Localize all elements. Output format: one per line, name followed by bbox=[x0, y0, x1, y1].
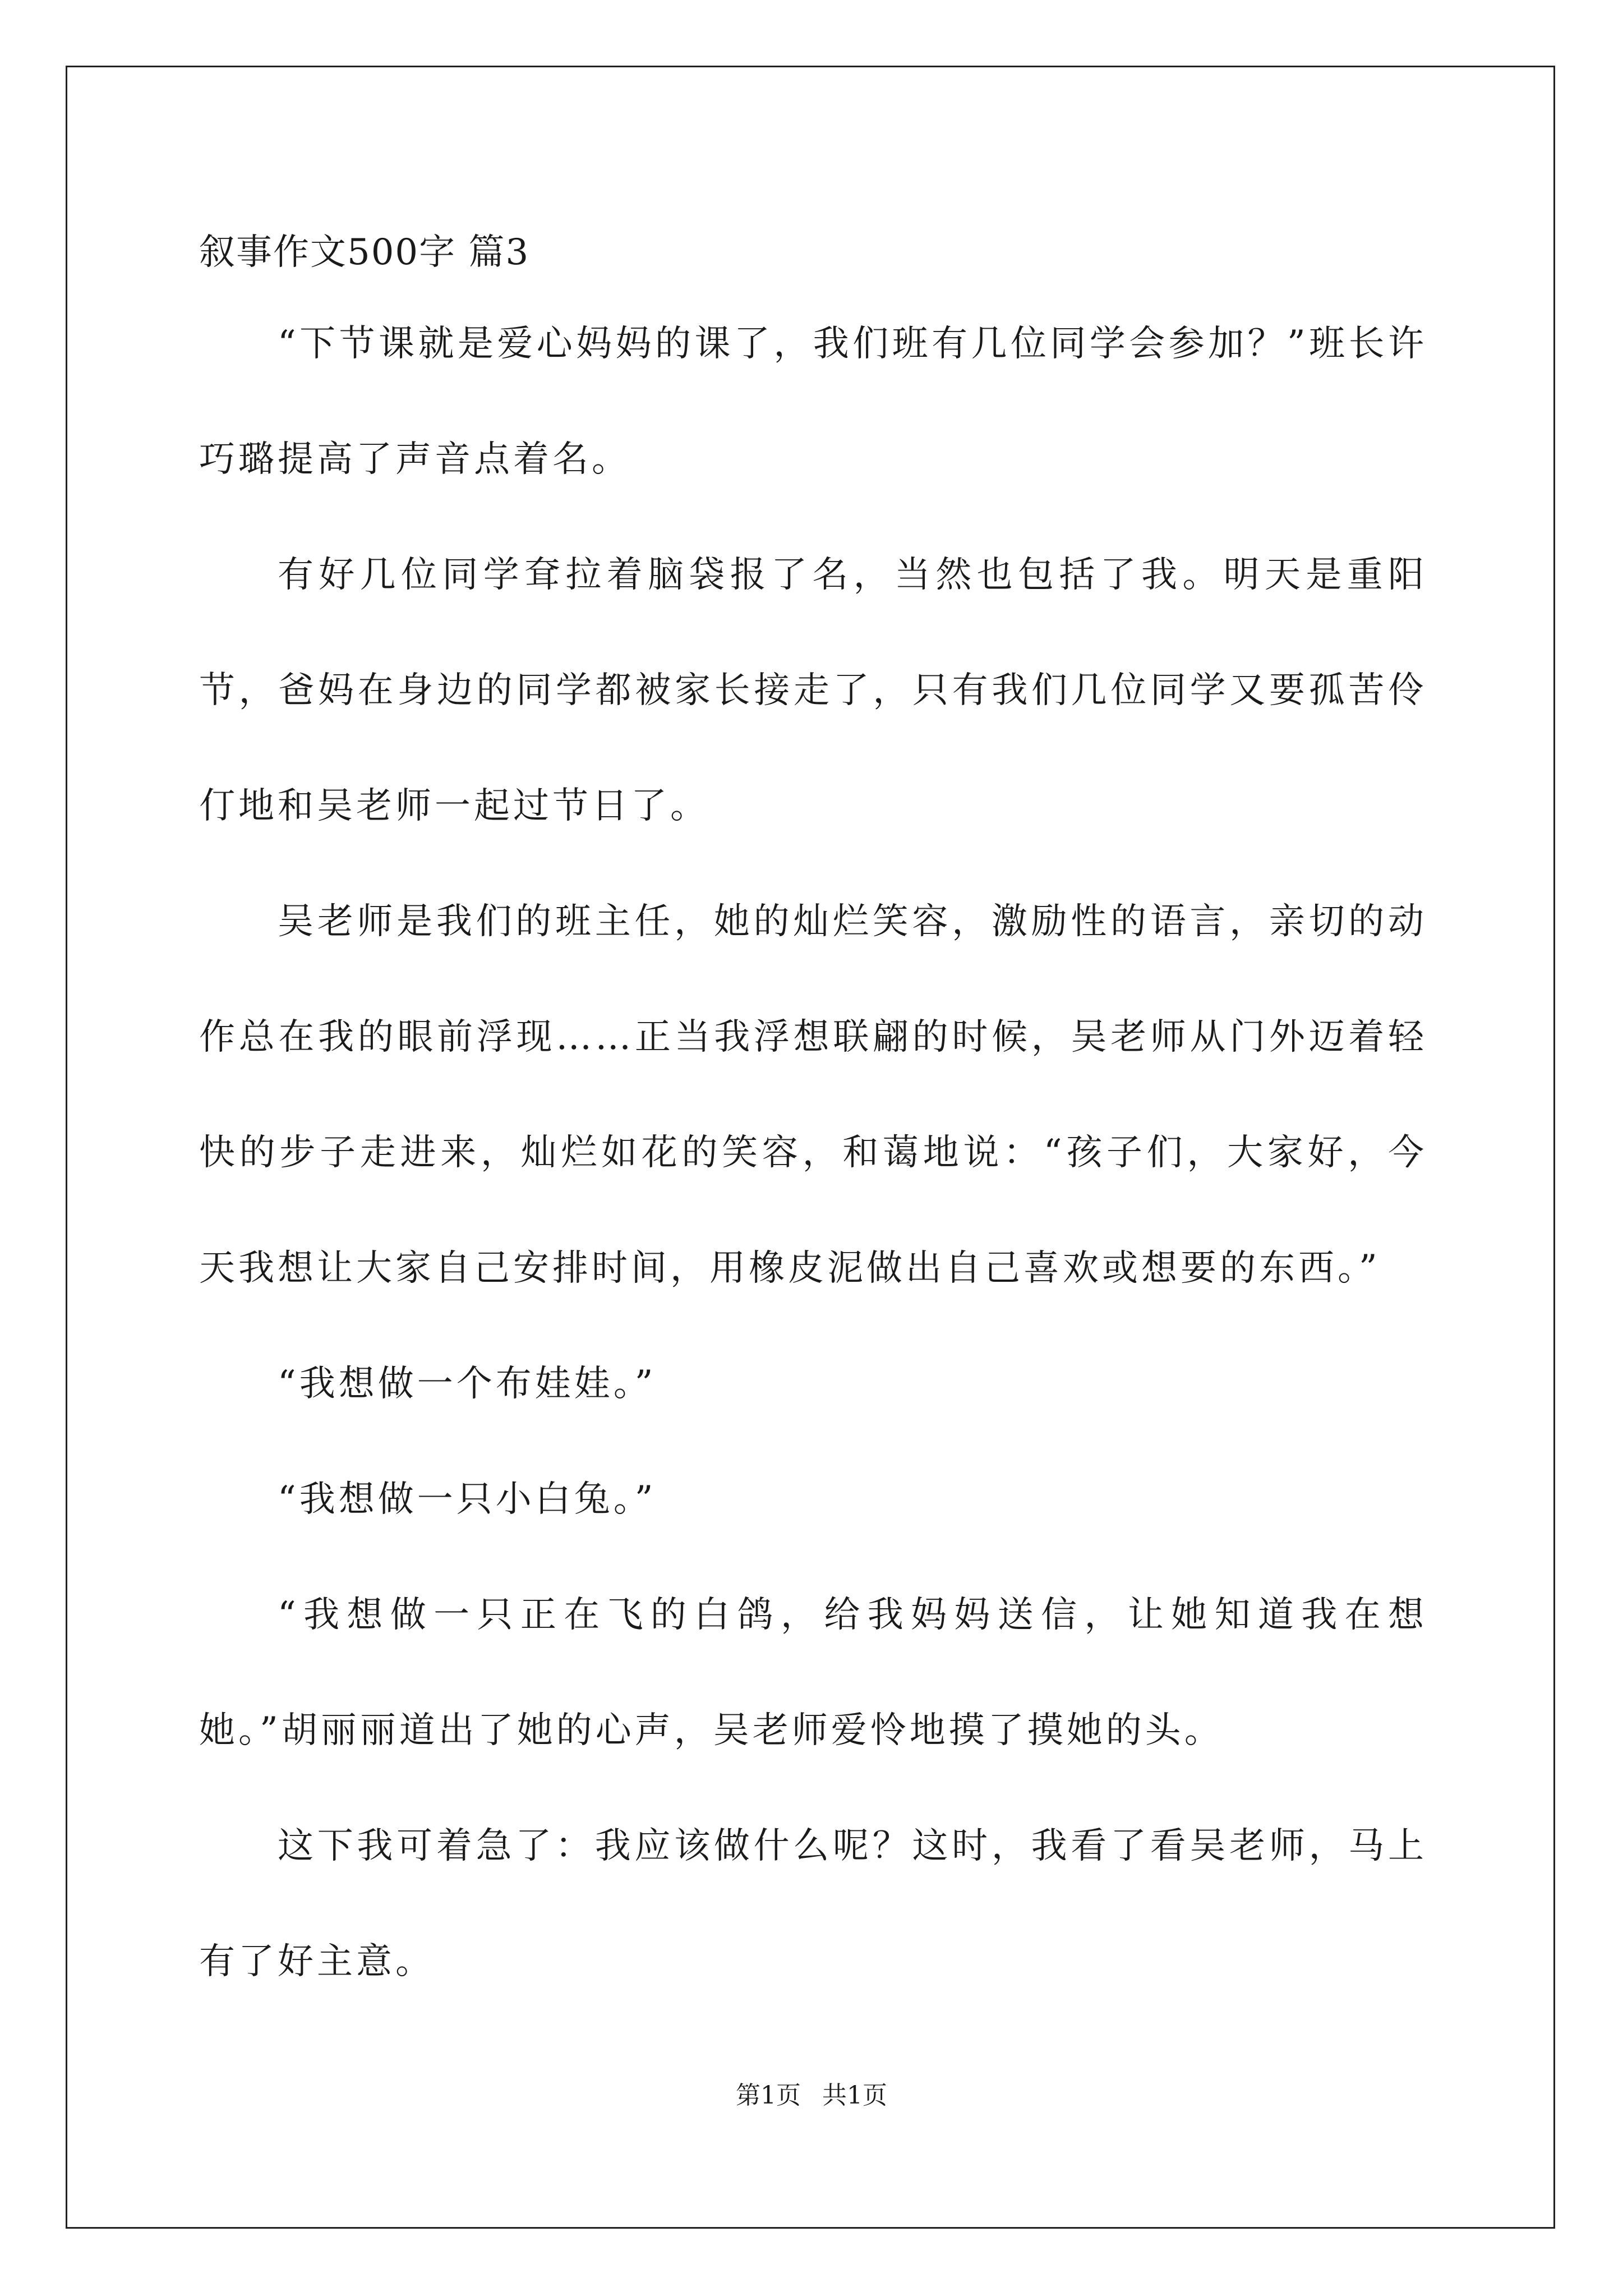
paragraph: “我想做一只正在飞的白鸽，给我妈妈送信，让她知道我在想她。”胡丽丽道出了她的心声，吴老师爱怜地摸了摸她的头。 bbox=[199, 1594, 1427, 1751]
paragraph: “下节课就是爱心妈妈的课了，我们班有几位同学会参加？”班长许巧璐提高了声音点着名。 bbox=[199, 323, 1427, 480]
paragraph: 吴老师是我们的班主任，她的灿烂笑容，激励性的语言，亲切的动作总在我的眼前浮现……正当我浮想联翩的时候，吴老师从门外迈着轻快的步子走进来，灿烂如花的笑容，和蔼地说：“孩子们，大家好，今天我想让大家自己安排时间，用橡皮泥做出自己喜欢或想要的东西。” bbox=[199, 901, 1427, 1289]
page-number-current: 第1页 bbox=[736, 2081, 801, 2110]
paragraph: 这下我可着急了：我应该做什么呢？这时，我看了看吴老师，马上有了好主意。 bbox=[199, 1825, 1427, 1982]
document-title: 叙事作文500字 篇3 bbox=[199, 232, 530, 273]
paragraph: 有好几位同学耷拉着脑袋报了名，当然也包括了我。明天是重阳节，爸妈在身边的同学都被家长接走了，只有我们几位同学又要孤苦伶仃地和吴老师一起过节日了。 bbox=[199, 554, 1427, 827]
paragraph: “我想做一只小白兔。” bbox=[278, 1479, 657, 1520]
page-footer bbox=[0, 2079, 1623, 2113]
paragraph: “我想做一个布娃娃。” bbox=[278, 1363, 657, 1405]
document-body bbox=[199, 219, 1427, 2019]
page-number-total: 共1页 bbox=[822, 2081, 887, 2110]
